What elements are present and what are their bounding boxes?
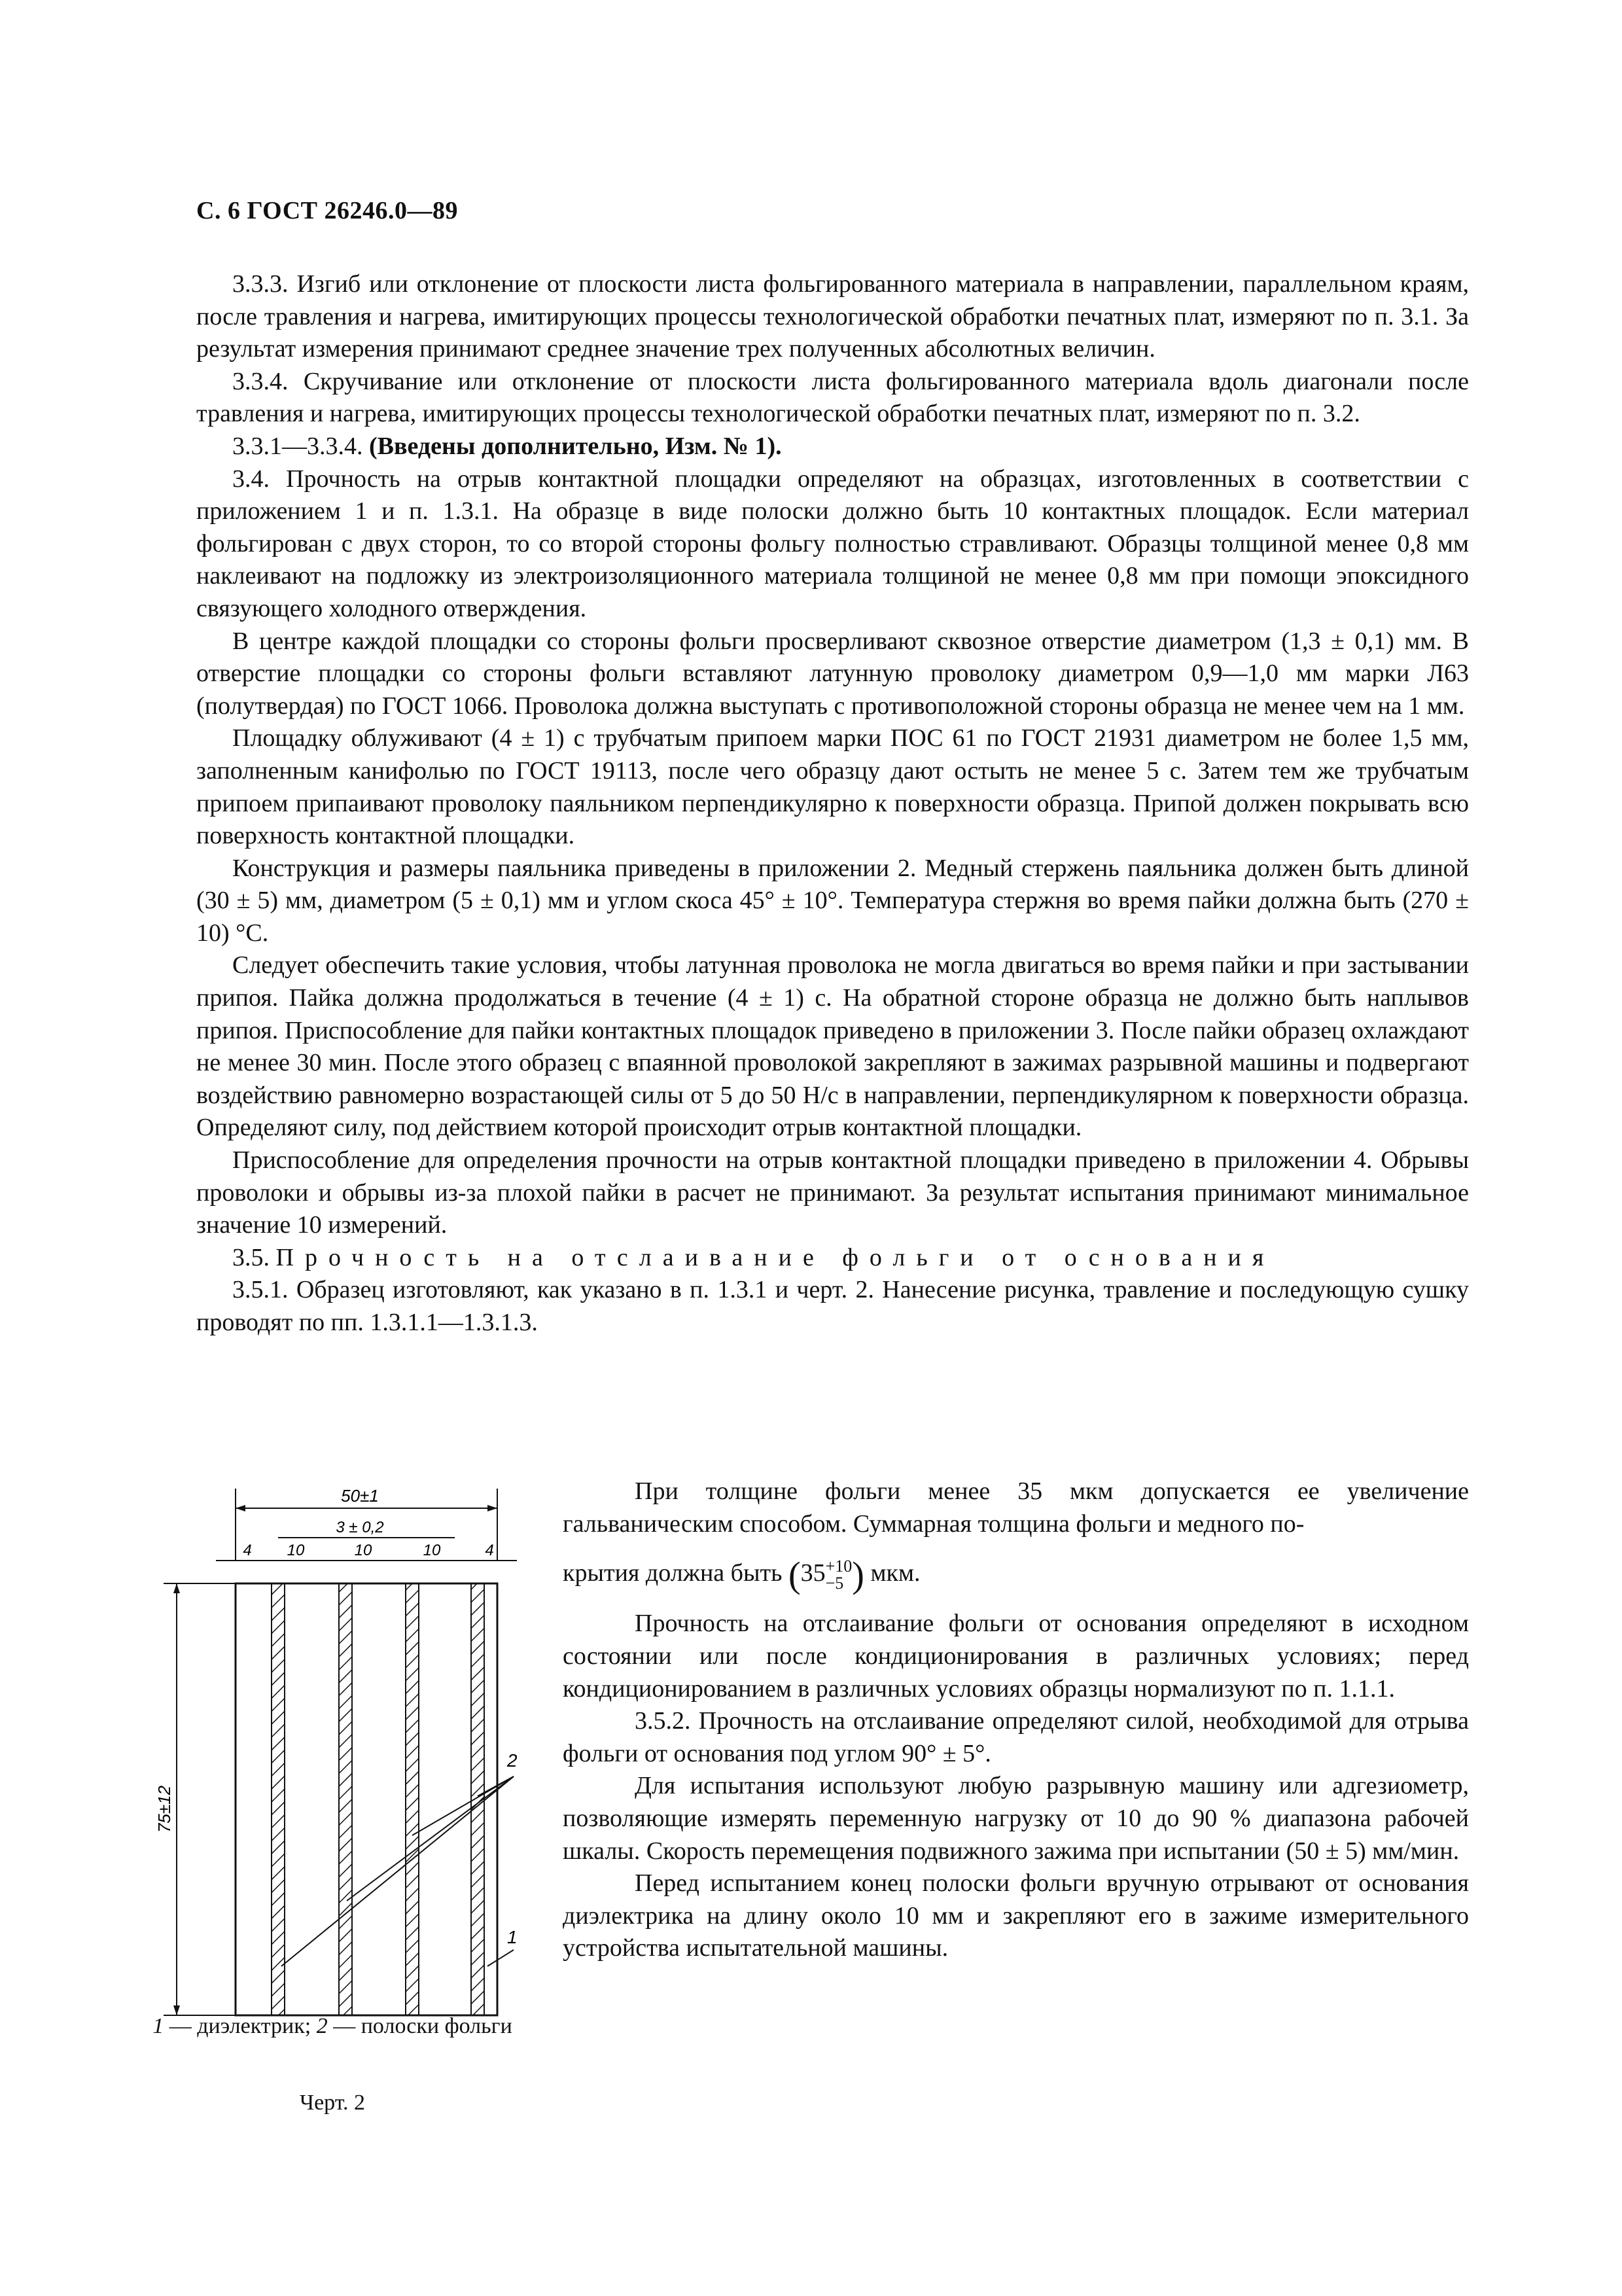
paragraph-3-3-3: 3.3.3. Изгиб или отклонение от плоскости листа фольгированного материала в направлении, параллельном краям, после травления и нагрева, имитирующих процессы технологической обработки печатных плат, измеряют по п. 3.1. За результат измерения принимают среднее значение трех полученных абсолютных величин. [196,270,1469,363]
caption-1-num: 1 [152,2014,164,2038]
page-header: С. 6 ГОСТ 26246.0—89 [196,197,458,224]
caption-2-num: 2 [316,2014,328,2038]
label-2-marker: 2 [507,1750,517,1771]
paragraph-3-4: 3.4. Прочность на отрыв контактной площадки определяют на образцах, изготовленных в соответствии с приложением 1 и п. 1.3.1. На образце в виде полоски должно быть 10 контактных площадок. Если материал фольгирован с двух сторон, то со второй стороны фольгу полностью стравливают. Образцы толщиной менее 0,8 мм наклеивают на подложку из электроизоляционного материала толщиной не менее 0,8 мм при помощи эпоксидного связующего холодного отверждения. [196,465,1469,622]
paragraph-3-3-4: 3.3.4. Скручивание или отклонение от плоскости листа фольгированного материала вдоль диагонали после травления и нагрева, имитирующих процессы технологической обработки печатных плат, измеряют по п. 3.2. [196,367,1469,428]
arrow-right-icon [487,1505,497,1511]
foil-strip [406,1583,419,2015]
dim-gap-2: 10 [354,1542,372,1559]
main-text [196,268,1469,1339]
dim-edge-left: 4 [243,1542,252,1559]
paragraph-3-4-tinning: Площадку облуживают (4 ± 1) с трубчатым припоем марки ПОС 61 по ГОСТ 21931 диаметром не более 1,5 мм, заполненным канифолью по ГОСТ 19113, после чего образцу дают остыть не менее 5 с. Затем тем же трубчатым припоем припаивают проволоку паяльником перпендикулярно к поверхности образца. Припой должен покрывать всю поверхность контактной площадки. [196,724,1469,850]
total-prefix: крытия должна быть [563,1559,788,1587]
tolerance-upper: +10 [825,1557,853,1576]
paragraph-peel-conditions: Прочность на отслаивание фольги от основания определяют в исходном состоянии или после кондиционирования в различных условиях; перед кондиционированием в различных условиях образцы нормализуют по п. 1.1.1. [563,1610,1469,1703]
arrow-left-icon [236,1505,245,1511]
figure-title: Черт. 2 [299,2091,366,2115]
caption-1-text: — диэлектрик; [164,2014,317,2038]
right-column [563,1475,1469,1965]
dim-edge-right: 4 [485,1542,494,1559]
amendment-note: (Введены дополнительно, Изм. № 1). [369,432,782,460]
paragraph-foil-thickness: При толщине фольги менее 35 мкм допускается ее увеличение гальваническим способом. Суммарная толщина фольги и медного по- [563,1477,1469,1538]
total-value: 35 [800,1559,826,1587]
paragraph-amendment [196,431,1469,463]
paragraph-test-machine: Для испытания используют любую разрывную машину или адгезиометр, позволяющие измерять переменную нагрузку от 10 до 90 % диапазона рабочей шкалы. Скорость перемещения подвижного зажима при испытании (50 ± 5) мм/мин. [563,1772,1469,1865]
section-3-5-heading [196,1242,1469,1275]
paragraph-foil-total: крытия должна быть (35+10 −5 ) мкм. [563,1555,921,1596]
label-1-marker: 1 [507,1927,517,1947]
paragraph-before-test: Перед испытанием конец полоски фольги вручную отрывают от основания диэлектрика на длину около 10 мм и закрепляют его в зажиме измерительного устройства испытательной машины. [563,1869,1469,1962]
foil-strip [339,1583,352,2015]
caption-2-text: — полоски фольги [327,2014,512,2038]
dim-gap-1: 10 [287,1542,305,1559]
paragraph-3-4-fixture: Приспособление для определения прочности на отрыв контактной площадки приведено в приложении 4. Обрывы проволоки и обрывы из-за плохой пайки в расчет не принимают. За результат испытания принимают минимальное значение 10 измерений. [196,1146,1469,1239]
amendment-range: 3.3.1—3.3.4. [232,432,369,460]
dim-pitch-label: 3 ± 0,2 [336,1519,384,1536]
specimen-diagram [150,1469,517,2058]
paragraph-3-4-conditions: Следует обеспечить такие условия, чтобы латунная проволока не могла двигаться во время пайки и при застывании припоя. Пайка должна продолжаться в течение (4 ± 1) с. На обратной стороне образца не должно быть наплывов припоя. Приспособление для пайки контактных площадок приведено в приложении 3. После пайки образец охлаждают не менее 30 мин. После этого образец с впаянной проволокой закрепляют в зажимах разрывной машины и подвергают воздействию равномерно возрастающей силы от 5 до 50 Н/с в направлении, перпендикулярном к поверхности образца. Определяют силу, под действием которой происходит отрыв контактной площадки. [196,951,1469,1142]
total-unit: мкм. [864,1559,921,1587]
dim-gap-3: 10 [423,1542,441,1559]
dim-height-label: 75±12 [154,1785,174,1833]
section-number: 3.5. [232,1243,276,1271]
tolerance [826,1558,853,1592]
dim-total-label: 50±1 [341,1486,379,1506]
figure-caption [149,2012,516,2041]
paragraph-3-5-2: 3.5.2. Прочность на отслаивание определяют силой, необходимой для отрыва фольги от основания под углом 90° ± 5°. [563,1707,1469,1767]
paragraph-3-4-iron: Конструкция и размеры паяльника приведены в приложении 2. Медный стержень паяльника должен быть длиной (30 ± 5) мм, диаметром (5 ± 0,1) мм и углом скоса 45° ± 10°. Температура стержня во время пайки должна быть (270 ± 10) °С. [196,854,1469,947]
foil-strip [272,1583,285,2015]
paragraph-3-5-1: 3.5.1. Образец изготовляют, как указано в п. 1.3.1 и черт. 2. Нанесение рисунка, травление и последующую сушку проводят по пп. 1.3.1.1—1.3.1.3. [196,1276,1469,1336]
tolerance-lower: −5 [825,1574,844,1593]
paragraph-3-4-drilling: В центре каждой площадки со стороны фольги просверливают сквозное отверстие диаметром (1,3 ± 0,1) мм. В отверстие площадки со стороны фольги вставляют латунную проволоку диаметром 0,9—1,0 мм марки Л63 (полутвердая) по ГОСТ 1066. Проволока должна выступать с противоположной стороны образца не менее чем на 1 мм. [196,627,1469,720]
section-title: Прочность на отслаивание фольги от основания [275,1243,1275,1271]
arrow-up-icon [173,1583,180,1593]
